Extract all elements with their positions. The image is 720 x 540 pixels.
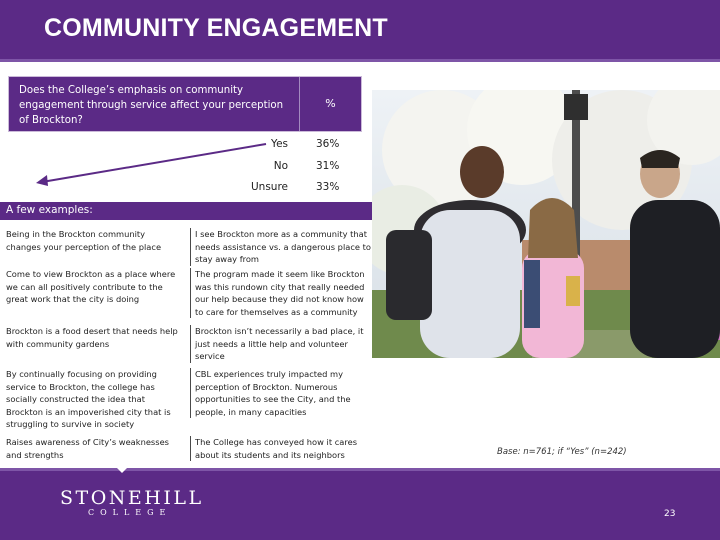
example-quote-right: The College has conveyed how it cares about its students and its neighbors xyxy=(190,436,373,461)
response-label: Yes xyxy=(271,138,288,150)
response-value: 33% xyxy=(316,181,340,193)
question-text: Does the College’s emphasis on community engagement through service affect your perception of Brockton? xyxy=(19,85,284,126)
college-logo-name: STONEHILL xyxy=(60,487,204,509)
response-label: No xyxy=(273,160,288,172)
page-number: 23 xyxy=(664,509,676,519)
college-logo-subtitle: COLLEGE xyxy=(88,508,172,517)
example-quote-right: The program made it seem like Brockton was this rundown city that really needed our help because they did not know how to care for themselves as a community xyxy=(190,268,373,318)
example-quote-right: Brockton isn’t necessarily a bad place, it just needs a little help and volunteer service xyxy=(190,325,373,363)
question-box xyxy=(8,76,362,132)
example-quote-right: I see Brockton more as a community that needs assistance vs. a dangerous place to stay away from xyxy=(190,228,373,266)
example-quote-left: Come to view Brockton as a place where we can all positively contribute to the great work that the city is doing xyxy=(6,269,176,304)
page-title: COMMUNITY ENGAGEMENT xyxy=(44,14,388,42)
example-quote-left: Raises awareness of City’s weaknesses and strengths xyxy=(6,437,170,460)
examples-heading: A few examples: xyxy=(6,204,93,216)
example-quote-left: By continually focusing on providing service to Brockton, the college has socially constructed the idea that Brockton is an impoverished city that is struggling to survive in society xyxy=(6,369,171,429)
base-note: Base: n=761; if “Yes” (n=242) xyxy=(497,447,627,457)
response-value: 31% xyxy=(316,160,340,172)
response-label: Unsure xyxy=(250,181,288,193)
example-quote-left: Being in the Brockton community changes your perception of the place xyxy=(6,229,162,252)
footer-notch xyxy=(114,465,130,473)
response-value: 36% xyxy=(316,138,340,150)
pointer-arrow-icon xyxy=(30,140,270,190)
example-quote-right: CBL experiences truly impacted my perception of Brockton. Numerous opportunities to see the City, and the people, in many capacities xyxy=(190,368,373,418)
header-bar xyxy=(0,0,720,62)
students-photo xyxy=(372,90,720,358)
example-quote-left: Brockton is a food desert that needs help with community gardens xyxy=(6,326,178,349)
examples-header-bar xyxy=(0,202,372,220)
percent-column-header: % xyxy=(325,97,336,110)
